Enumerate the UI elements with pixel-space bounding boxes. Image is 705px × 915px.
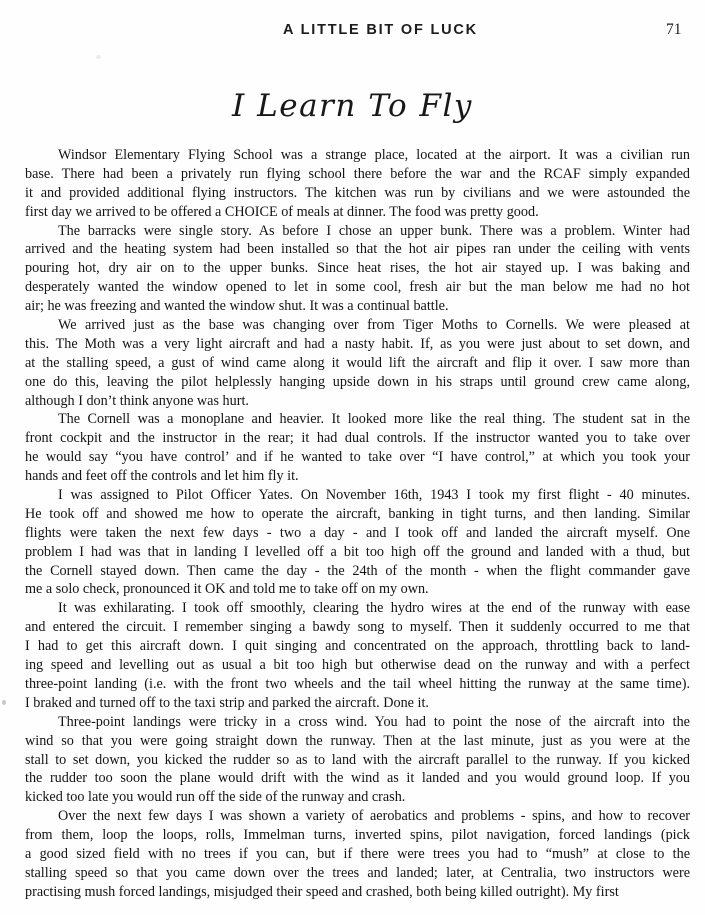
text-line: he would say “you have control’ and if he wanted to take over “I have control,” at which you took your <box>25 449 690 466</box>
text-line: kicked too late you would run off the side of the runway and crash. <box>25 789 406 806</box>
text-line: this. The Moth was a very light aircraft and had a nasty habit. If, as you were just about to set down, and <box>25 335 690 352</box>
paragraph <box>25 146 690 222</box>
paragraph <box>25 486 690 599</box>
text-line: one do this, leaving the pilot helplessly hanging upside down in his straps until ground crew came along, <box>25 373 690 390</box>
text-line: I braked and turned off to the taxi strip and parked the aircraft. Done it. <box>25 694 429 711</box>
text-line: arrived and the heating system had been installed so that the hot air pipes ran under the ceiling with vents <box>25 241 690 258</box>
text-line: I was assigned to Pilot Officer Yates. On November 16th, 1943 I took my first flight - 40 minutes. <box>58 487 690 504</box>
text-line: three-point landing (i.e. with the front two wheels and the tail wheel hitting the runway at the same time). <box>25 675 690 692</box>
paragraph <box>25 316 690 410</box>
text-line: at the stalling speed, a gust of wind came along it would lift the aircraft and flip it over. I saw more than <box>25 354 690 371</box>
text-line: stalling speed so that you came down over the trees and landed; later, at Centralia, two instructors were <box>25 864 690 881</box>
chapter-title: I Learn To Fly <box>232 88 473 124</box>
text-line: The Cornell was a monoplane and heavier. It looked more like the real thing. The student sat in the <box>58 411 690 428</box>
text-line: front cockpit and the instructor in the rear; it had dual controls. If the instructor wanted you to take over <box>25 430 690 447</box>
text-line: Over the next few days I was shown a variety of aerobatics and problems - spins, and how to recover <box>58 808 690 825</box>
paragraph <box>25 410 690 486</box>
text-line: me a solo check, pronounced it OK and told me to take off on my own. <box>25 581 429 598</box>
text-line: although I don’t think anyone was hurt. <box>25 392 249 409</box>
text-line: problem I had was that in landing I levelled off a bit too high off the ground and landed with a thud, but <box>25 543 690 560</box>
text-line: it and provided additional flying instructors. The kitchen was run by civilians and we were astounded the <box>25 184 690 201</box>
text-line: air; he was freezing and wanted the window shut. It was a continual battle. <box>25 298 449 315</box>
text-line: He took off and showed me how to operate the aircraft, banking in tight turns, and then landing. Similar <box>25 505 690 522</box>
text-line: Three-point landings were tricky in a cross wind. You had to point the nose of the aircraft into the <box>58 713 690 730</box>
text-line: and entered the circuit. I remember singing a bawdy song to myself. Then it suddenly occurred to me that <box>25 619 690 636</box>
text-line: flights were taken the next few days - two a day - and I took off and landed the aircraft myself. One <box>25 524 690 541</box>
page-number: 71 <box>666 21 682 38</box>
text-line: ing speed and levelling out as usual a bit too high but otherwise dead on the runway and with a perfect <box>25 657 690 674</box>
paragraph <box>25 599 690 712</box>
scan-speck <box>2 700 6 705</box>
text-line: the rudder too soon the plane would drift with the wind as it landed and you would ground loop. If you <box>25 770 690 787</box>
paragraph <box>25 222 690 316</box>
text-line: a good sized field with no trees if you can, but if there were trees you had to “mush” at close to the <box>25 845 690 862</box>
text-line: practising mush forced landings, misjudged their speed and crashed, both being killed outright). My first <box>25 883 619 900</box>
scan-speck <box>96 55 101 59</box>
text-line: Windsor Elementary Flying School was a strange place, located at the airport. It was a civilian run <box>58 147 690 163</box>
text-line: I had to get this aircraft down. I quit singing and concentrated on the approach, throttling back to land- <box>25 638 690 655</box>
paragraph <box>25 807 690 901</box>
running-head: A LITTLE BIT OF LUCK <box>283 22 478 38</box>
text-line: hands and feet off the controls and let him fly it. <box>25 468 299 485</box>
text-line: desperately wanted the window opened to let in some cool, fresh air but the man below me had no hot <box>25 279 690 296</box>
text-line: stall to set down, you kicked the rudder so as to land with the aircraft parallel to the runway. If you kicked <box>25 751 690 768</box>
text-line: wind so that you were going straight down the runway. Then at the last minute, just as you were at the <box>25 732 690 749</box>
text-line: We arrived just as the base was changing over from Tiger Moths to Cornells. We were pleased at <box>58 317 690 334</box>
text-line: base. There had been a privately run flying school there before the war and the RCAF simply expanded <box>25 165 690 182</box>
paragraph <box>25 713 690 807</box>
page-body <box>25 146 690 902</box>
text-line: It was exhilarating. I took off smoothly, clearing the hydro wires at the end of the runway with ease <box>58 600 690 617</box>
text-line: from them, loop the loops, rolls, Immelman turns, inverted spins, pilot navigation, forced landings (pick <box>25 827 690 844</box>
text-line: pouring hot, dry air on to the upper bunks. Since heat rises, the hot air stayed up. I was baking and <box>25 260 690 277</box>
text-line: the Cornell stayed down. Then came the day - the 24th of the month - when the flight commander gave <box>25 562 690 579</box>
text-line: first day we arrived to be offered a CHOICE of meals at dinner. The food was pretty good. <box>25 203 539 220</box>
text-line: The barracks were single story. As before I chose an upper bunk. There was a problem. Winter had <box>58 222 690 239</box>
